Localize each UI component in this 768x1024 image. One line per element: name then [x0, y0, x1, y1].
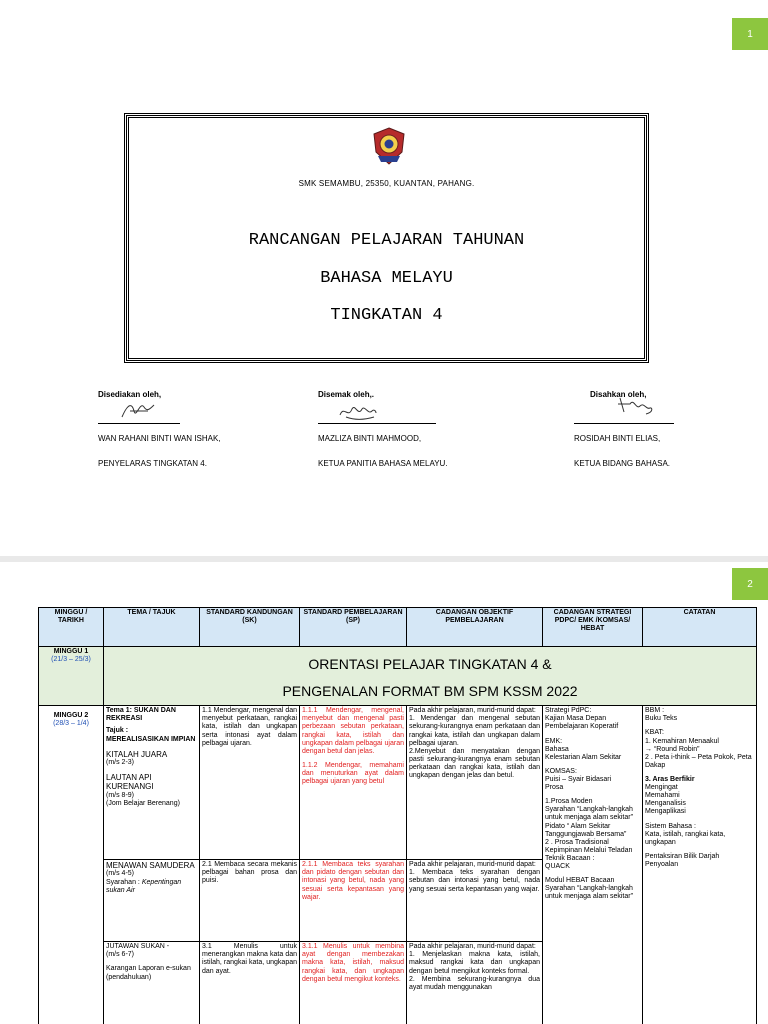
strategy-line: EMK:	[545, 737, 563, 745]
orientation-line-1: ORENTASI PELAJAR TINGKATAN 4 &	[308, 656, 552, 672]
notes-line: 3. Aras Berfikir	[645, 775, 695, 783]
strategy-line: Teknik Bacaan :	[545, 854, 595, 862]
school-seal-icon	[370, 126, 408, 166]
learning-standard-cell: 2.1.1 Membaca teks syarahan dan pidato dengan sebutan dan intonasi yang betul, nada yang sesuai serta kepantasan yang wajar.	[300, 860, 407, 942]
objective-cell: Pada akhir pelajaran, murid-murid dapat: 1. Membaca teks syarahan dengan sebutan dan intonasi yang betul, nada yang sesuai serta kepantasan yang wajar.	[407, 860, 543, 942]
signatory-label: Disediakan oleh,	[98, 390, 162, 399]
signatory-reviewed	[318, 390, 448, 468]
notes-line: Penyoalan	[645, 860, 679, 868]
objective-cell: Pada akhir pelajaran, murid-murid dapat: 1. Menjelaskan makna kata, istilah, maksud rangkai kata dan ungkapan dengan betul mengikut konteks formal. 2. Membina sekurang-kurangnya dua ayat mudah menggunakan	[407, 942, 543, 1024]
notes-line: KBAT:	[645, 729, 664, 737]
page-number-badge: 1	[732, 18, 768, 50]
school-address: SMK SEMAMBU, 25350, KUANTAN, PAHANG.	[298, 179, 475, 188]
topic-note: Syarahan : Kepentingan sukan Air	[106, 878, 182, 894]
topic-page: (m/s 6-7)	[106, 951, 134, 959]
topic-page: (m/s 8-9)	[106, 791, 134, 799]
strategy-cell	[543, 706, 643, 1024]
notes-line: Memahami	[645, 792, 680, 800]
strategy-line: Syarahan “Langkah-langkah untuk menjaga alam sekitar”	[545, 806, 633, 822]
strategy-line: QUACK	[545, 863, 570, 871]
header-week: MINGGU / TARIKH	[39, 608, 104, 647]
tajuk-title: MEREALISASIKAN IMPIAN	[106, 735, 196, 743]
signatory-role: KETUA BIDANG BAHASA.	[574, 459, 671, 468]
week-cell	[39, 647, 104, 706]
notes-line: → “Round Robin”	[645, 745, 700, 753]
page-2	[0, 562, 768, 1024]
theme-cell	[104, 706, 200, 860]
week-cell	[39, 706, 104, 1024]
strategy-line: Modul HEBAT Bacaan	[545, 877, 615, 885]
theme-cell	[104, 860, 200, 942]
strategy-line: Kelestarian Alam Sekitar	[545, 753, 622, 761]
topic-item: MENAWAN SAMUDERA	[106, 861, 195, 871]
topic-item: JUTAWAN SUKAN -	[106, 943, 170, 951]
document-title: RANCANGAN PELAJARAN TAHUNAN	[248, 231, 525, 250]
learning-standard-item: 1.1.1 Mendengar, mengenal, menyebut dan mengenal pasti perbezaan sebutan perkataan, rangkai kata, istilah dan ungkapan dalam pelbagai ujaran dengan betul dan jelas.	[302, 707, 404, 755]
signature-line	[574, 423, 674, 424]
header-content-standard: STANDARD KANDUNGAN (SK)	[200, 608, 300, 647]
notes-line: Kata, istilah, rangkai kata, ungkapan	[645, 830, 726, 846]
topic-item: LAUTAN API KURENANGI	[106, 773, 154, 792]
header-theme: TEMA / TAJUK	[104, 608, 200, 647]
learning-standard-cell	[300, 706, 407, 860]
signatory-label: Disemak oleh,.	[318, 390, 375, 399]
week-date: (28/3 – 1/4)	[53, 720, 89, 728]
form-title: TINGKATAN 4	[330, 306, 443, 325]
week-label: MINGGU 2	[53, 712, 89, 720]
content-standard-cell: 3.1 Menulis untuk menerangkan makna kata dan istilah, rangkai kata, ungkapan dan ayat.	[200, 942, 300, 1024]
strategy-line: 2 . Prosa Tradisional	[545, 838, 609, 846]
strategy-line: Pidato “ Alam Sekitar Tanggungjawab Bersama”	[545, 822, 627, 838]
header-learning-standard: STANDARD PEMBELAJARAN (SP)	[300, 608, 407, 647]
strategy-line: Syarahan “Langkah-langkah untuk menjaga alam sekitar”	[545, 885, 633, 901]
orientation-banner	[104, 647, 757, 706]
signatory-label: Disahkan oleh,	[590, 390, 647, 399]
page-number-badge: 2	[732, 568, 768, 600]
signatory-role: PENYELARAS TINGKATAN 4.	[98, 459, 207, 468]
signature-scribble-icon	[338, 399, 378, 421]
strategy-line: KOMSAS:	[545, 767, 577, 775]
header-notes: CATATAN	[643, 608, 757, 647]
signature-scribble-icon	[118, 399, 158, 421]
week-date: (21/3 – 25/3)	[51, 656, 91, 664]
subject-title: BAHASA MELAYU	[320, 269, 453, 288]
topic-page: (m/s 4-5)	[106, 870, 134, 878]
strategy-line: Kajian Masa Depan	[545, 715, 607, 723]
week-label: MINGGU 1	[53, 648, 89, 655]
notes-cell	[643, 706, 757, 1024]
strategy-line: Puisi – Syair Bidasari	[545, 775, 612, 783]
title-frame	[124, 113, 649, 363]
tajuk-label: Tajuk :	[106, 727, 129, 735]
header-objective: CADANGAN OBJEKTIF PEMBELAJARAN	[407, 608, 543, 647]
strategy-line: Prosa	[545, 784, 564, 792]
strategy-line: Strategi PdPC:	[545, 707, 592, 715]
lesson-plan-table	[38, 607, 757, 1024]
notes-line: Buku Teks	[645, 715, 678, 723]
strategy-line: Bahasa	[545, 745, 569, 753]
signature-line	[98, 423, 180, 424]
strategy-line: Kepimpinan Melalui Teladan	[545, 846, 633, 854]
topic-note: (pendahuluan)	[106, 973, 152, 981]
topic-page: (m/s 2-3)	[106, 758, 134, 766]
notes-line: Mengingat	[645, 784, 678, 792]
signatory-prepared	[98, 390, 221, 468]
orientation-row	[39, 647, 757, 706]
strategy-line: 1.Prosa Moden	[545, 798, 593, 806]
table-row	[39, 706, 757, 860]
notes-line: Pentaksiran Bilik Darjah	[645, 852, 720, 860]
notes-line: 2 . Peta i-think – Peta Pokok, Peta Dakap	[645, 753, 752, 769]
strategy-line: Pembelajaran Koperatif	[545, 723, 619, 731]
content-standard-cell: 1.1 Mendengar, mengenal dan menyebut perkataan, rangkai kata, istilah dan ungkapan serta intonasi ayat dalam pelbagai ujaran.	[200, 706, 300, 860]
learning-standard-cell: 3.1.1 Menulis untuk membina ayat dengan membezakan makna kata, istilah, maksud rangkai kata, dan ungkapan dengan betul mengikut konteks.	[300, 942, 407, 1024]
signatory-name: WAN RAHANI BINTI WAN ISHAK,	[98, 434, 221, 443]
topic-note: Karangan Laporan e-sukan	[106, 965, 191, 973]
signature-scribble-icon	[616, 394, 656, 416]
notes-line: Menganalisis	[645, 800, 686, 808]
signatory-role: KETUA PANITIA BAHASA MELAYU.	[318, 459, 448, 468]
signatory-approved	[574, 390, 674, 468]
notes-line: Mengaplikasi	[645, 808, 686, 816]
topic-note: (Jom Belajar Berenang)	[106, 799, 180, 807]
objective-cell: Pada akhir pelajaran, murid-murid dapat: 1. Mendengar dan mengenal sebutan sekurang-kurangnya enam perkataan dan rangkai kata, istilah dan ungkapan dalam pelbagai ujaran. 2.Menyebut dan menyatakan dengan pasti sekurang-kurangnya enam sebutan perkataan dan rangkai kata, istilah dan ungkapan dengan jelas dan betul.	[407, 706, 543, 860]
orientation-line-2: PENGENALAN FORMAT BM SPM KSSM 2022	[282, 682, 578, 699]
header-strategy: CADANGAN STRATEGI PDPC/ EMK /KOMSAS/ HEBAT	[543, 608, 643, 647]
signature-line	[318, 423, 436, 424]
theme-cell	[104, 942, 200, 1024]
topic-item: KITALAH JUARA	[106, 749, 168, 759]
table-header-row	[39, 608, 757, 647]
notes-line: Sistem Bahasa :	[645, 822, 696, 830]
notes-line: BBM :	[645, 707, 665, 715]
signatory-name: ROSIDAH BINTI ELIAS,	[574, 434, 661, 443]
theme-title: Tema 1: SUKAN DAN REKREASI	[106, 707, 176, 723]
learning-standard-item: 1.1.2 Mendengar, memahami dan menuturkan ayat dalam pelbagai ujaran yang betul	[302, 761, 404, 786]
content-standard-cell: 2.1 Membaca secara mekanis pelbagai bahan prosa dan puisi.	[200, 860, 300, 942]
signatory-name: MAZLIZA BINTI MAHMOOD,	[318, 434, 422, 443]
notes-line: 1. Kemahiran Menaakul	[645, 737, 719, 745]
